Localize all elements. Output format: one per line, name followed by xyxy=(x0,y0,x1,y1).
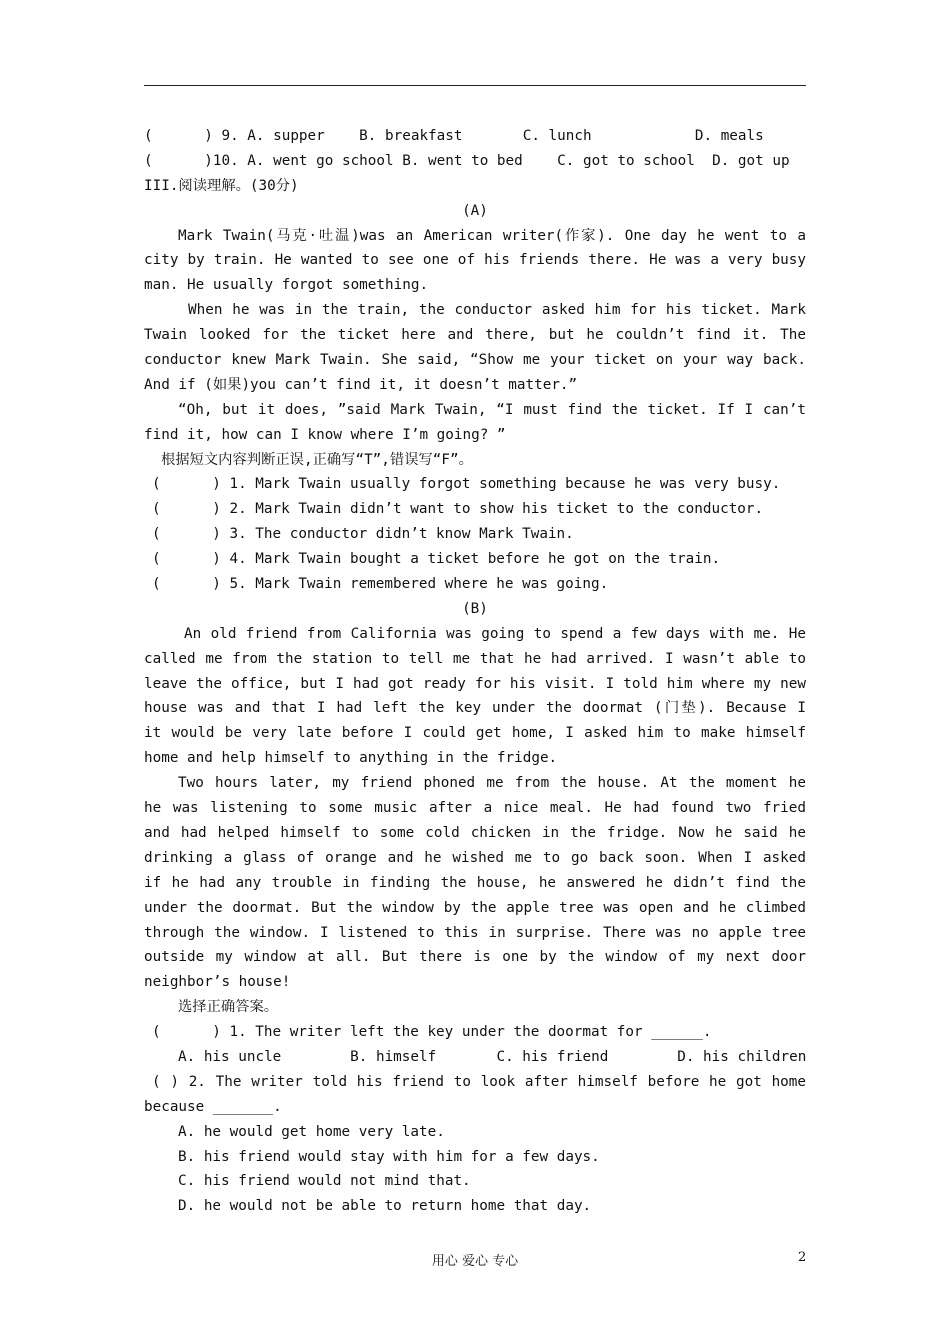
page-number: 2 xyxy=(798,1250,807,1265)
passage-a-p1-line: man. He usually forgot something. xyxy=(144,277,429,294)
mc-question-1-options: A. his uncle B. himself C. his friend D. his children xyxy=(178,1048,807,1065)
passage-a-p2-line: Twain looked for the ticket here and there, but he couldn’t find it. The xyxy=(144,327,806,344)
tf-item: ( ) 4. Mark Twain bought a ticket before he got on the train. xyxy=(152,551,721,568)
passage-b-p2-line: through the window. I listened to this in surprise. There was no apple tree xyxy=(144,924,806,941)
passage-b-p2-line: if he had any trouble in finding the house, he answered he didn’t find the xyxy=(144,874,806,891)
passage-b-p1-line: leave the office, but I had got ready for his visit. I told him where my new xyxy=(144,675,806,692)
passage-a-p1-line: Mark Twain(马克·吐温)was an American writer(作家). One day he went to a xyxy=(178,227,806,244)
passage-b-p1-line: it would be very late before I could get home, I asked him to make himself xyxy=(144,725,806,742)
passage-b-p2-line: outside my window at all. But there is one by the window of my next door xyxy=(144,949,806,966)
section-title: III.阅读理解。(30分) xyxy=(144,177,299,194)
mc-question-2-option: C. his friend would not mind that. xyxy=(178,1173,471,1190)
mc-question-2-option: B. his friend would stay with him for a few days. xyxy=(178,1148,600,1165)
passage-b-instruction: 选择正确答案。 xyxy=(178,999,279,1016)
question-10: ( )10. A. went go school B. went to bed C. got to school D. got up xyxy=(144,152,790,169)
passage-a-p1-line: city by train. He wanted to see one of his friends there. He was a very busy xyxy=(144,252,806,269)
mc-question-2-option: A. he would get home very late. xyxy=(178,1123,445,1140)
mc-question-2-option: D. he would not be able to return home that day. xyxy=(178,1198,592,1215)
passage-b-p1-line: An old friend from California was going to spend a few days with me. He xyxy=(184,625,806,642)
passage-a-instruction: 根据短文内容判断正误,正确写“T”,错误写“F”。 xyxy=(161,451,473,468)
tf-item: ( ) 1. Mark Twain usually forgot something because he was very busy. xyxy=(152,476,781,493)
passage-b-p2-line: drinking a glass of orange and he wished me to go back soon. When I asked xyxy=(144,849,806,866)
passage-b-label: (B) xyxy=(462,600,488,617)
passage-b-p2-line: Two hours later, my friend phoned me from the house. At the moment he xyxy=(178,775,806,792)
tf-item: ( ) 2. Mark Twain didn’t want to show his ticket to the conductor. xyxy=(152,501,764,518)
passage-b-p2-line: he was listening to some music after a nice meal. He had found two fried xyxy=(144,800,806,817)
passage-a-p2-line: conductor knew Mark Twain. She said, “Show me your ticket on your way back. xyxy=(144,352,806,369)
document-body xyxy=(144,124,806,1219)
tf-item: ( ) 3. The conductor didn’t know Mark Twain. xyxy=(152,526,574,543)
passage-b-p2-line: neighbor’s house! xyxy=(144,974,291,991)
passage-b-p2-line: and had helped himself to some cold chicken in the fridge. Now he said he xyxy=(144,824,806,841)
tf-item: ( ) 5. Mark Twain remembered where he was going. xyxy=(152,576,609,593)
passage-b-p2-line: under the doormat. But the window by the apple tree was open and he climbed xyxy=(144,899,806,916)
passage-b-p1-line: house was and that I had left the key under the doormat (门垫). Because I xyxy=(144,700,806,717)
question-9: ( ) 9. A. supper B. breakfast C. lunch D. meals xyxy=(144,128,764,144)
mc-question-2-cont: because _______. xyxy=(144,1098,282,1115)
passage-b-p1-line: home and help himself to anything in the fridge. xyxy=(144,750,558,767)
passage-a-p2-line: When he was in the train, the conductor asked him for his ticket. Mark xyxy=(188,302,806,319)
passage-a-label: (A) xyxy=(462,202,488,219)
passage-a-p3-line: find it, how can I know where I’m going? ” xyxy=(144,426,506,443)
passage-b-p1-line: called me from the station to tell me that he had arrived. I wasn’t able to xyxy=(144,650,806,667)
passage-a-p3-line: “Oh, but it does, ”said Mark Twain, “I must find the ticket. If I can’t xyxy=(178,401,806,418)
mc-question-1: ( ) 1. The writer left the key under the doormat for ______. xyxy=(152,1024,712,1041)
mc-question-2: ( ) 2. The writer told his friend to look after himself before he got home xyxy=(152,1073,806,1090)
header-rule xyxy=(144,85,806,86)
footer-motto: 用心 爱心 专心 xyxy=(431,1254,519,1269)
passage-a-p2-line: And if (如果)you can’t find it, it doesn’t matter.” xyxy=(144,376,578,393)
